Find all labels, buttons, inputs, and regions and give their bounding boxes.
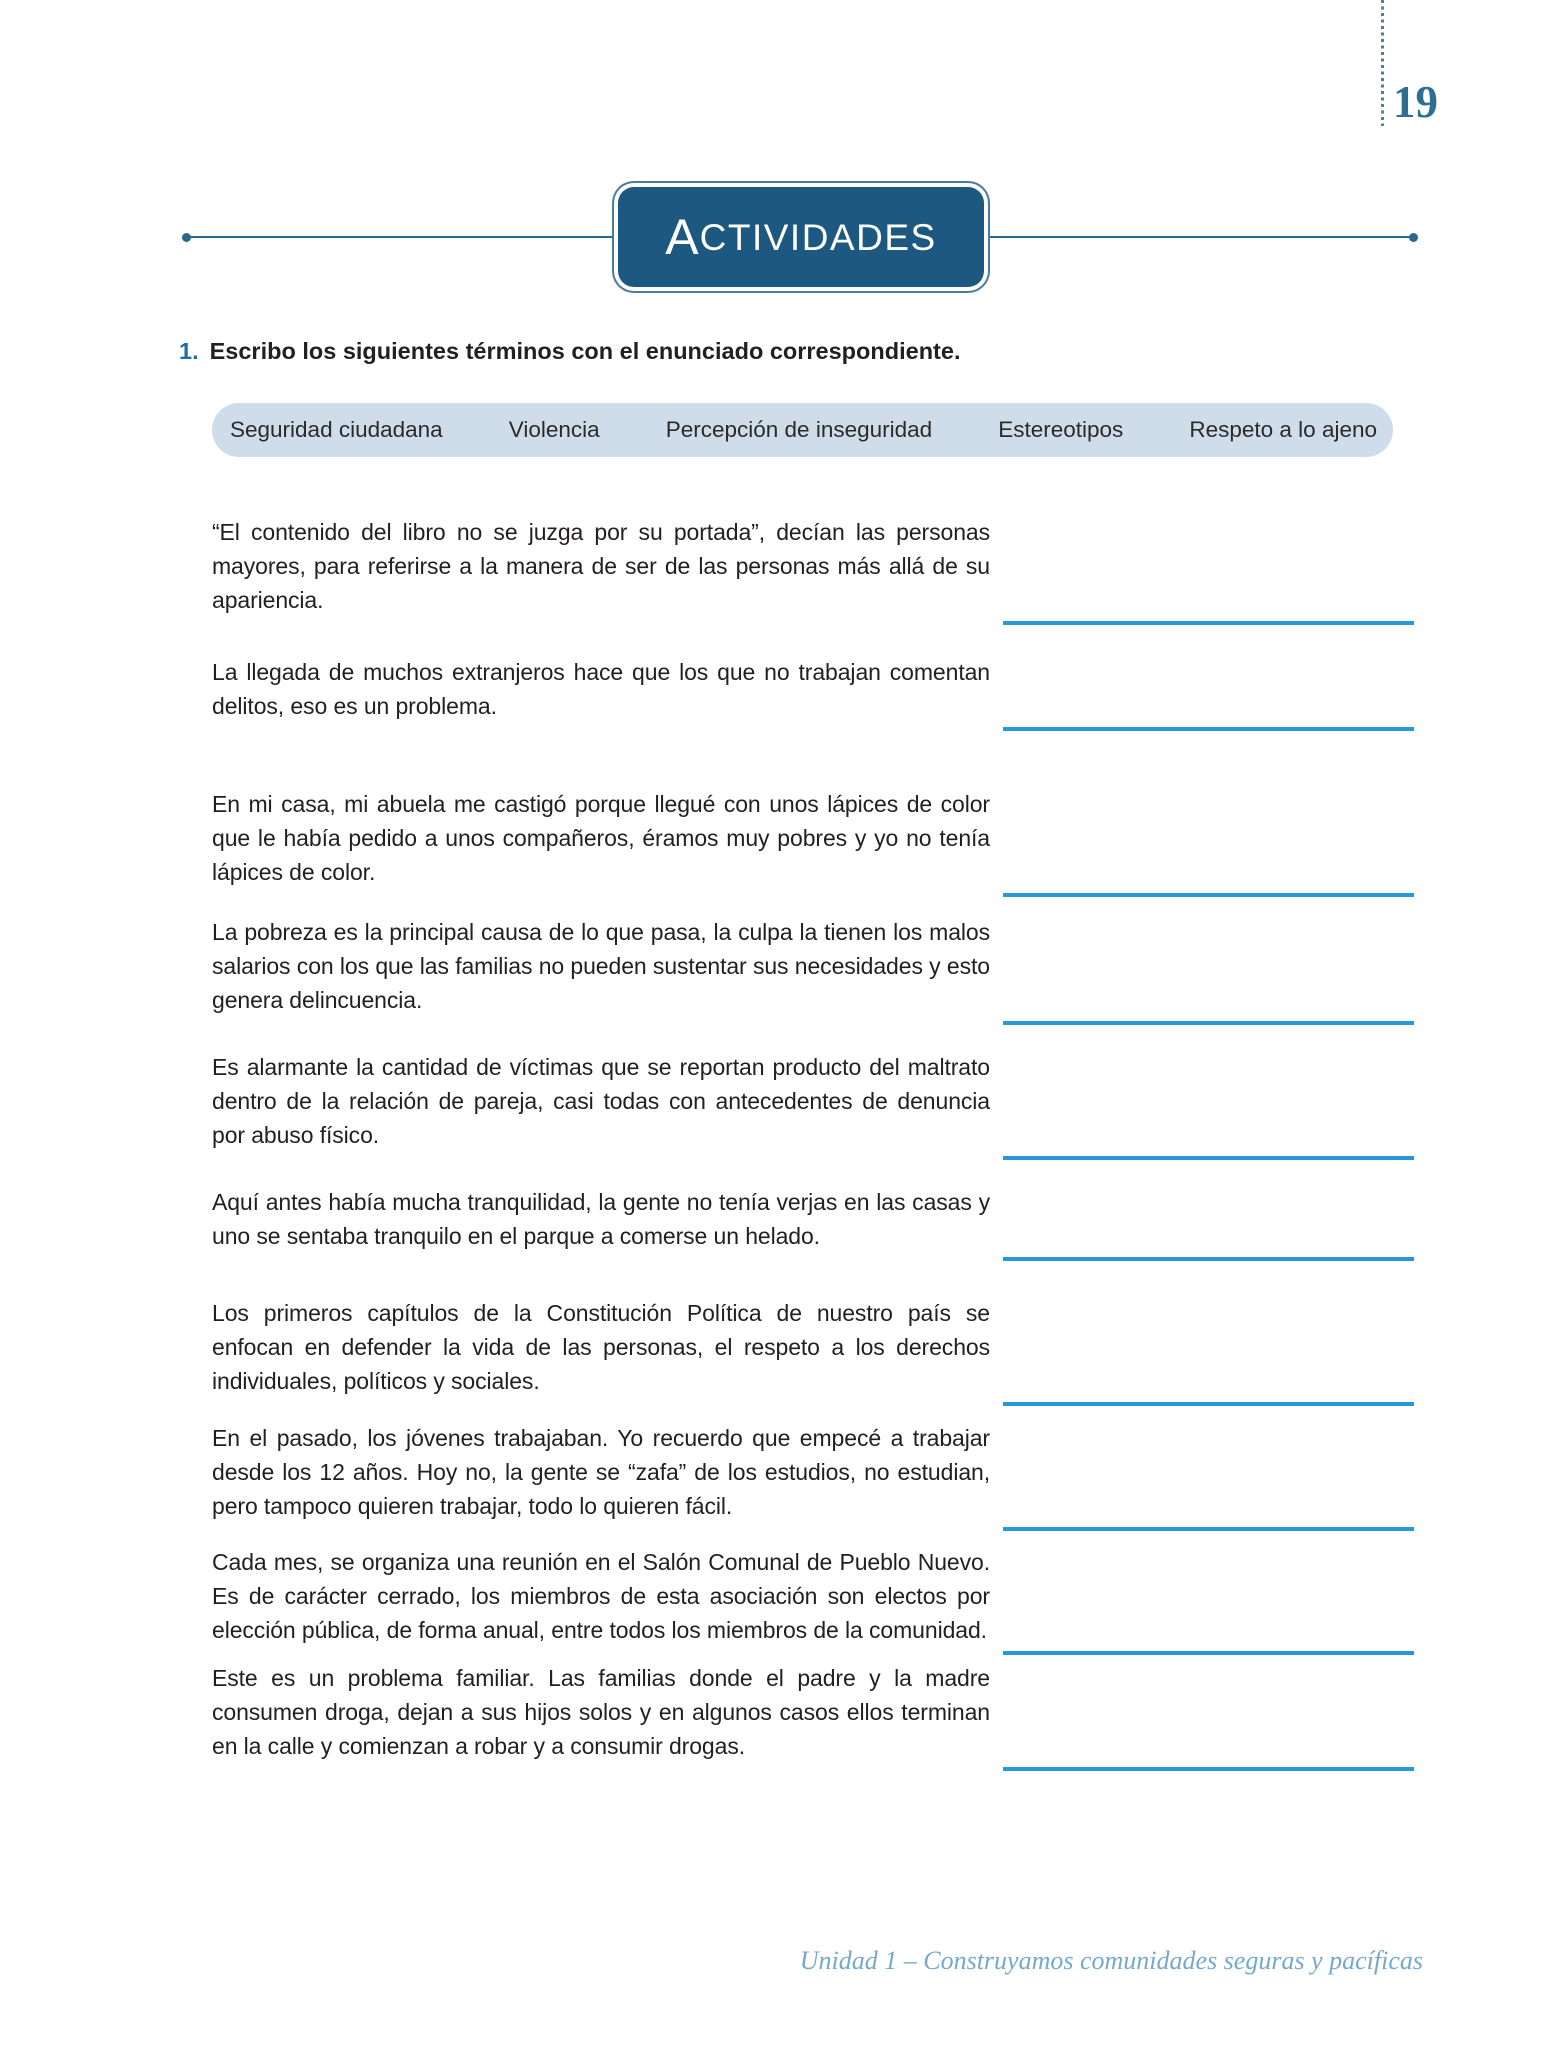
- exercise-item: [212, 1421, 1414, 1523]
- exercise-paragraph: La llegada de muchos extranjeros hace que los que no trabajan comentan delitos, eso es un problema.: [212, 659, 990, 719]
- exercise-item: [212, 1050, 1414, 1152]
- exercise-item: [212, 655, 1414, 723]
- exercise-paragraph: Cada mes, se organiza una reunión en el Salón Comunal de Pueblo Nuevo. Es de carácter cerrado, los miembros de esta asociación son electos por elección pública, de forma anual, entre todos los miembros de la comunidad.: [212, 1549, 990, 1643]
- exercise-item: [212, 787, 1414, 889]
- exercise-paragraph: La pobreza es la principal causa de lo que pasa, la culpa la tienen los malos salarios con los que las familias no pueden sustentar sus necesidades y esto genera delincuencia.: [212, 919, 990, 1013]
- exercise-paragraph: Los primeros capítulos de la Constitución Política de nuestro país se enfocan en defender la vida de las personas, el respeto a los derechos individuales, políticos y sociales.: [212, 1300, 990, 1394]
- exercise-item: [212, 1185, 1414, 1253]
- answer-blank-line[interactable]: [1003, 1021, 1414, 1025]
- word-bank-term: Seguridad ciudadana: [230, 417, 443, 442]
- exercise-paragraph: En el pasado, los jóvenes trabajaban. Yo recuerdo que empecé a trabajar desde los 12 años. Hoy no, la gente se “zafa” de los estudios, no estudian, pero tampoco quieren trabajar, todo lo quieren fácil.: [212, 1425, 990, 1519]
- word-bank: [212, 403, 1393, 457]
- answer-blank-line[interactable]: [1003, 1651, 1414, 1655]
- banner-title-initial: A: [665, 209, 700, 265]
- exercise-list: [212, 515, 1414, 1763]
- dotted-divider-line: [1381, 0, 1384, 126]
- banner-title-rest: CTIVIDADES: [699, 216, 937, 258]
- word-bank-term: Estereotipos: [998, 417, 1124, 442]
- rule-dot-right: [1409, 233, 1418, 242]
- exercise-item: [212, 515, 1414, 617]
- instruction-number: 1.: [179, 338, 199, 364]
- answer-blank-line[interactable]: [1003, 727, 1414, 731]
- word-bank-term: Violencia: [508, 417, 600, 442]
- instruction: [179, 336, 1419, 366]
- activities-banner: [618, 187, 984, 287]
- instruction-text: Escribo los siguientes términos con el enunciado correspondiente.: [209, 338, 961, 364]
- exercise-paragraph: Este es un problema familiar. Las familias donde el padre y la madre consumen droga, dejan a sus hijos solos y en algunos casos ellos terminan en la calle y comienzan a robar y a consumir drogas.: [212, 1665, 990, 1759]
- answer-blank-line[interactable]: [1003, 1402, 1414, 1406]
- exercise-paragraph: Aquí antes había mucha tranquilidad, la gente no tenía verjas en las casas y uno se sentaba tranquilo en el parque a comerse un helado.: [212, 1189, 990, 1249]
- exercise-item: [212, 915, 1414, 1017]
- word-bank-term: Percepción de inseguridad: [665, 417, 933, 442]
- answer-blank-line[interactable]: [1003, 1156, 1414, 1160]
- exercise-item: [212, 1661, 1414, 1763]
- exercise-item: [212, 1545, 1414, 1647]
- answer-blank-line[interactable]: [1003, 1527, 1414, 1531]
- footer-text: Unidad 1 – Construyamos comunidades seguras y pacíficas: [799, 1946, 1423, 1975]
- exercise-paragraph: “El contenido del libro no se juzga por su portada”, decían las personas mayores, para referirse a la manera de ser de las personas más allá de su apariencia.: [212, 519, 990, 613]
- answer-blank-line[interactable]: [1003, 1767, 1414, 1771]
- exercise-paragraph: En mi casa, mi abuela me castigó porque llegué con unos lápices de color que le había pedido a unos compañeros, éramos muy pobres y yo no tenía lápices de color.: [212, 791, 990, 885]
- word-bank-term: Respeto a lo ajeno: [1189, 417, 1377, 442]
- exercise-item: [212, 1296, 1414, 1398]
- page-number: 19: [1393, 77, 1438, 127]
- answer-blank-line[interactable]: [1003, 893, 1414, 897]
- answer-blank-line[interactable]: [1003, 621, 1414, 625]
- rule-dot-left: [182, 233, 191, 242]
- answer-blank-line[interactable]: [1003, 1257, 1414, 1261]
- exercise-paragraph: Es alarmante la cantidad de víctimas que se reportan producto del maltrato dentro de la relación de pareja, casi todas con antecedentes de denuncia por abuso físico.: [212, 1054, 990, 1148]
